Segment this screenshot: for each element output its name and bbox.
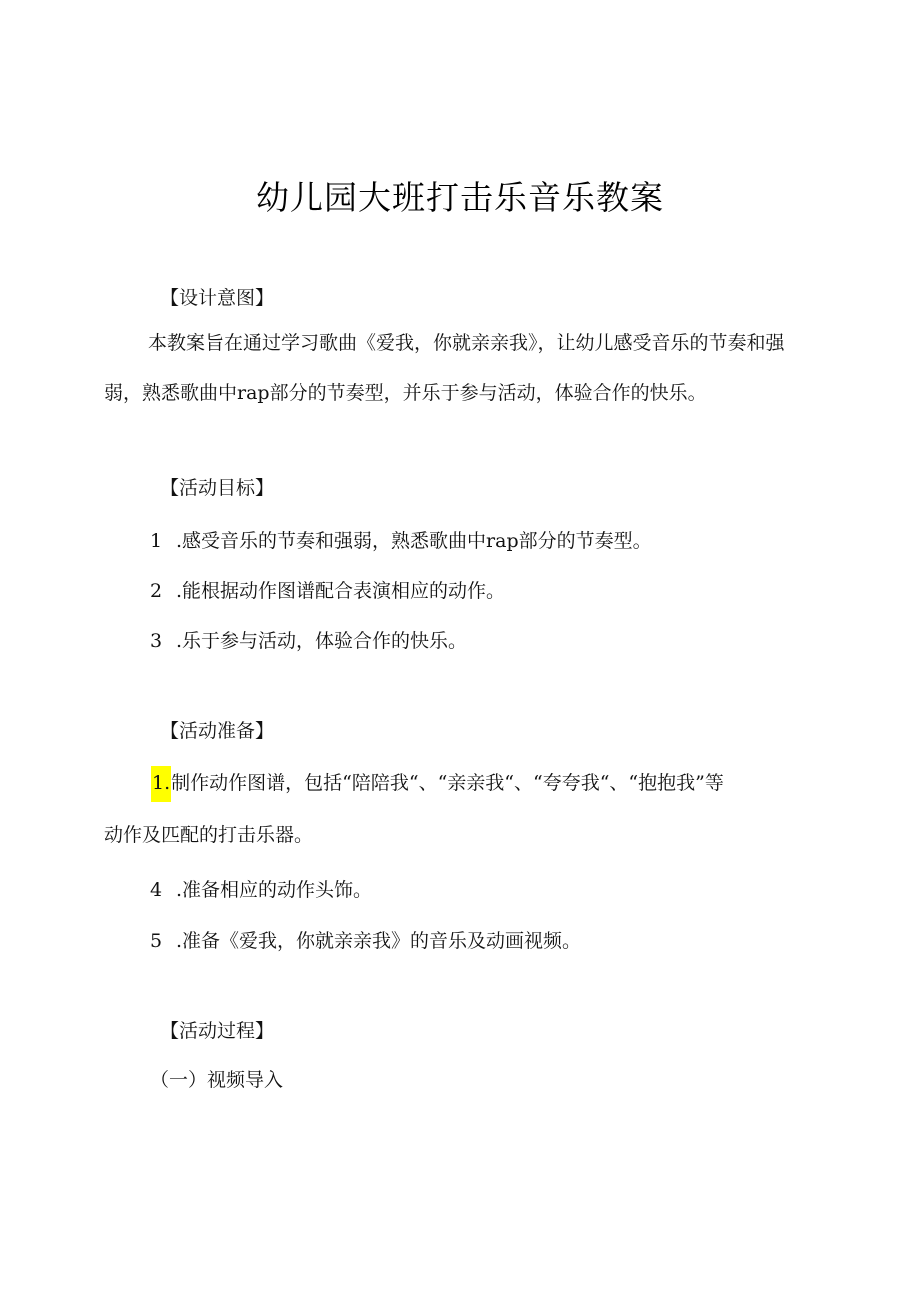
preparation-item-number: 5 <box>150 930 163 952</box>
design-intent-paragraph-line-2: 弱，熟悉歌曲中rap部分的节奏型，并乐于参与活动，体验合作的快乐。 <box>104 382 707 404</box>
preparation-item-1-text: 制作动作图谱，包括“陪陪我“、“亲亲我“、“夸夸我“、“抱抱我”等 <box>171 772 724 794</box>
design-intent-paragraph-line-1: 本教案旨在通过学习歌曲《爱我，你就亲亲我》，让幼儿感受音乐的节奏和强 <box>148 332 785 354</box>
goal-item-text: .感受音乐的节奏和强弱，熟悉歌曲中rap部分的节奏型。 <box>176 530 652 552</box>
preparation-item-1-line-2: 动作及匹配的打击乐器。 <box>104 824 314 846</box>
goal-item-number: 2 <box>150 580 163 602</box>
goal-item-text: .乐于参与活动，体验合作的快乐。 <box>176 630 468 652</box>
goal-item-text: .能根据动作图谱配合表演相应的动作。 <box>176 580 506 602</box>
process-subheading-1: （一）视频导入 <box>150 1069 284 1091</box>
preparation-item-5 <box>150 928 581 954</box>
heading-design-intent: 【设计意图】 <box>160 287 275 309</box>
preparation-item-1-line-1 <box>151 770 724 796</box>
preparation-item-text: .准备《爱我，你就亲亲我》的音乐及动画视频。 <box>176 930 582 952</box>
goal-item-number: 3 <box>150 630 163 652</box>
highlighted-item-number: 1. <box>151 766 171 802</box>
goal-item-2 <box>150 578 505 604</box>
goal-item-1 <box>150 528 652 554</box>
goal-item-3 <box>150 628 467 654</box>
document-title: 幼儿园大班打击乐音乐教案 <box>256 178 664 217</box>
heading-process: 【活动过程】 <box>160 1020 275 1042</box>
preparation-item-number: 4 <box>150 879 163 901</box>
heading-preparation: 【活动准备】 <box>160 720 275 742</box>
preparation-item-4 <box>150 877 372 903</box>
preparation-item-text: .准备相应的动作头饰。 <box>176 879 373 901</box>
heading-goals: 【活动目标】 <box>160 477 275 499</box>
goal-item-number: 1 <box>150 530 163 552</box>
